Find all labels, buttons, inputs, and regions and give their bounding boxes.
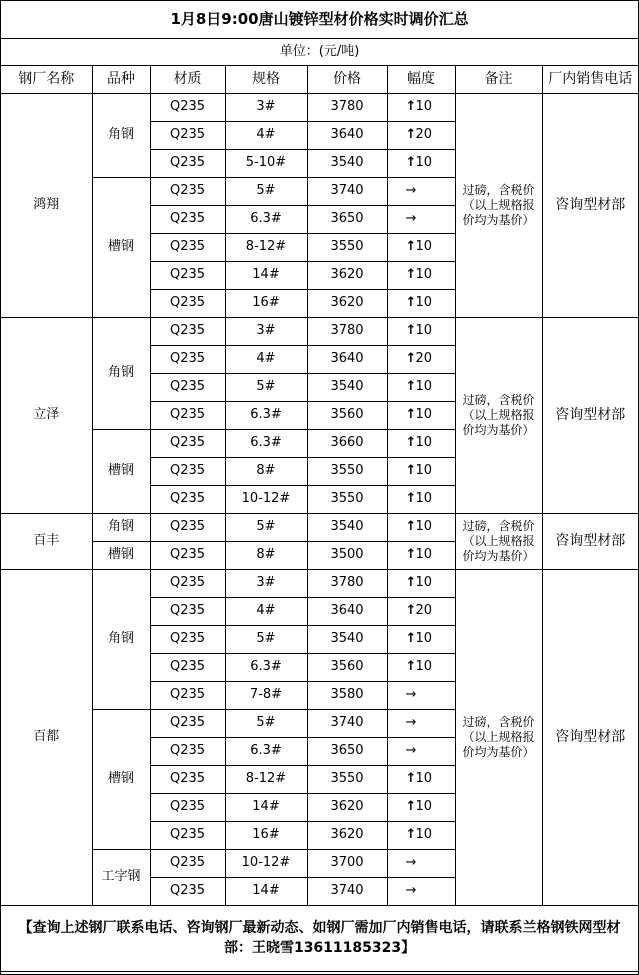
spec-cell: 8-12# <box>225 766 307 794</box>
up-arrow-icon: ↑ <box>405 575 417 591</box>
spec-cell: 3# <box>225 570 307 598</box>
change-cell <box>387 122 455 150</box>
spec-cell: 3# <box>225 94 307 122</box>
price-cell: 3640 <box>307 598 387 626</box>
material-cell: Q235 <box>150 262 225 290</box>
spec-cell: 6.3# <box>225 206 307 234</box>
change-cell <box>387 626 455 654</box>
spec-cell: 6.3# <box>225 402 307 430</box>
change-cell <box>387 94 455 122</box>
price-cell: 3650 <box>307 738 387 766</box>
product-type-cell: 槽钢 <box>92 710 150 850</box>
material-cell: Q235 <box>150 122 225 150</box>
material-cell: Q235 <box>150 654 225 682</box>
material-cell: Q235 <box>150 290 225 318</box>
change-cell <box>387 318 455 346</box>
change-amount: 10 <box>415 491 433 507</box>
table-body <box>1 94 638 906</box>
header-spec: 规格 <box>225 66 307 94</box>
header-material: 材质 <box>150 66 225 94</box>
spec-cell: 4# <box>225 346 307 374</box>
change-amount: 20 <box>415 603 433 619</box>
spec-cell: 14# <box>225 262 307 290</box>
change-amount: 10 <box>415 379 433 395</box>
price-cell: 3640 <box>307 346 387 374</box>
table-row <box>1 318 638 346</box>
right-arrow-icon: → <box>405 855 417 871</box>
note-cell: 过磅，含税价（以上规格报价均为基价） <box>455 318 542 514</box>
change-cell <box>387 234 455 262</box>
price-cell: 3620 <box>307 262 387 290</box>
up-arrow-icon: ↑ <box>405 463 417 479</box>
sales-phone-cell: 咨询型材部 <box>542 514 638 570</box>
up-arrow-icon: ↑ <box>405 295 417 311</box>
material-cell: Q235 <box>150 710 225 738</box>
price-cell: 3560 <box>307 402 387 430</box>
table-header <box>1 66 638 94</box>
up-arrow-icon: ↑ <box>405 827 417 843</box>
up-arrow-icon: ↑ <box>405 379 417 395</box>
material-cell: Q235 <box>150 178 225 206</box>
note-cell: 过磅，含税价（以上规格报价均为基价） <box>455 570 542 906</box>
price-cell: 3620 <box>307 822 387 850</box>
header-type: 品种 <box>92 66 150 94</box>
up-arrow-icon: ↑ <box>405 547 417 563</box>
change-cell <box>387 430 455 458</box>
change-cell <box>387 682 455 710</box>
product-type-cell: 角钢 <box>92 94 150 178</box>
change-cell <box>387 570 455 598</box>
change-cell <box>387 878 455 906</box>
spec-cell: 4# <box>225 598 307 626</box>
change-cell <box>387 514 455 542</box>
change-amount: 10 <box>415 827 433 843</box>
up-arrow-icon: ↑ <box>405 771 417 787</box>
material-cell: Q235 <box>150 402 225 430</box>
change-cell <box>387 654 455 682</box>
spec-cell: 4# <box>225 122 307 150</box>
spec-cell: 5# <box>225 626 307 654</box>
change-cell <box>387 766 455 794</box>
up-arrow-icon: ↑ <box>405 407 417 423</box>
material-cell: Q235 <box>150 822 225 850</box>
material-cell: Q235 <box>150 346 225 374</box>
right-arrow-icon: → <box>405 743 417 759</box>
spec-cell: 7-8# <box>225 682 307 710</box>
change-cell <box>387 178 455 206</box>
spec-cell: 5-10# <box>225 150 307 178</box>
change-amount: 10 <box>415 239 433 255</box>
product-type-cell: 角钢 <box>92 570 150 710</box>
up-arrow-icon: ↑ <box>405 239 417 255</box>
header-mill: 钢厂名称 <box>1 66 92 94</box>
material-cell: Q235 <box>150 570 225 598</box>
change-amount: 10 <box>415 575 433 591</box>
header-note: 备注 <box>455 66 542 94</box>
material-cell: Q235 <box>150 486 225 514</box>
spec-cell: 6.3# <box>225 430 307 458</box>
material-cell: Q235 <box>150 682 225 710</box>
price-cell: 3550 <box>307 234 387 262</box>
price-table <box>1 1 638 972</box>
material-cell: Q235 <box>150 374 225 402</box>
spec-cell: 14# <box>225 878 307 906</box>
price-cell: 3780 <box>307 570 387 598</box>
price-cell: 3550 <box>307 486 387 514</box>
up-arrow-icon: ↑ <box>405 267 417 283</box>
up-arrow-icon: ↑ <box>405 491 417 507</box>
spec-cell: 3# <box>225 318 307 346</box>
material-cell: Q235 <box>150 514 225 542</box>
price-cell: 3620 <box>307 290 387 318</box>
mill-name-cell: 立泽 <box>1 318 92 514</box>
up-arrow-icon: ↑ <box>405 351 417 367</box>
spec-cell: 10-12# <box>225 486 307 514</box>
product-type-cell: 工字钢 <box>92 850 150 906</box>
table-row <box>1 94 638 122</box>
material-cell: Q235 <box>150 458 225 486</box>
note-cell: 过磅，含税价（以上规格报价均为基价） <box>455 514 542 570</box>
spec-cell: 16# <box>225 290 307 318</box>
price-cell: 3740 <box>307 178 387 206</box>
price-cell: 3500 <box>307 542 387 570</box>
price-cell: 3780 <box>307 94 387 122</box>
material-cell: Q235 <box>150 598 225 626</box>
change-amount: 10 <box>415 267 433 283</box>
header-price: 价格 <box>307 66 387 94</box>
spec-cell: 10-12# <box>225 850 307 878</box>
change-cell <box>387 822 455 850</box>
price-cell: 3650 <box>307 206 387 234</box>
price-cell: 3700 <box>307 850 387 878</box>
mill-name-cell: 鸿翔 <box>1 94 92 318</box>
change-amount: 10 <box>415 771 433 787</box>
change-cell <box>387 542 455 570</box>
page-title: 1月8日9:00唐山镀锌型材价格实时调价汇总 <box>1 1 638 39</box>
change-cell <box>387 150 455 178</box>
up-arrow-icon: ↑ <box>405 99 417 115</box>
unit-label: 单位：(元/吨) <box>1 39 638 66</box>
price-cell: 3560 <box>307 654 387 682</box>
sales-phone-cell: 咨询型材部 <box>542 94 638 318</box>
product-type-cell: 槽钢 <box>92 178 150 318</box>
spec-cell: 6.3# <box>225 654 307 682</box>
change-amount: 10 <box>415 519 433 535</box>
price-cell: 3580 <box>307 682 387 710</box>
sales-phone-cell: 咨询型材部 <box>542 318 638 514</box>
change-amount: 10 <box>415 295 433 311</box>
change-cell <box>387 402 455 430</box>
right-arrow-icon: → <box>405 715 417 731</box>
spec-cell: 5# <box>225 178 307 206</box>
up-arrow-icon: ↑ <box>405 435 417 451</box>
table-row <box>1 514 638 542</box>
change-cell <box>387 290 455 318</box>
material-cell: Q235 <box>150 794 225 822</box>
material-cell: Q235 <box>150 430 225 458</box>
spec-cell: 5# <box>225 374 307 402</box>
price-cell: 3540 <box>307 374 387 402</box>
mill-name-cell: 百丰 <box>1 514 92 570</box>
change-amount: 20 <box>415 351 433 367</box>
material-cell: Q235 <box>150 738 225 766</box>
change-amount: 10 <box>415 99 433 115</box>
material-cell: Q235 <box>150 150 225 178</box>
price-cell: 3740 <box>307 710 387 738</box>
note-cell: 过磅，含税价（以上规格报价均为基价） <box>455 94 542 318</box>
footer-contact-note: 【查询上述钢厂联系电话、咨询钢厂最新动态、如钢厂需加厂内销售电话，请联系兰格钢铁网型材部：王晓雪13611185323】 <box>1 906 638 972</box>
change-cell <box>387 850 455 878</box>
material-cell: Q235 <box>150 878 225 906</box>
right-arrow-icon: → <box>405 211 417 227</box>
change-amount: 10 <box>415 547 433 563</box>
material-cell: Q235 <box>150 850 225 878</box>
change-amount: 10 <box>415 323 433 339</box>
spec-cell: 6.3# <box>225 738 307 766</box>
change-amount: 10 <box>415 407 433 423</box>
price-cell: 3540 <box>307 150 387 178</box>
mill-name-cell: 百都 <box>1 570 92 906</box>
material-cell: Q235 <box>150 542 225 570</box>
up-arrow-icon: ↑ <box>405 519 417 535</box>
spec-cell: 5# <box>225 514 307 542</box>
material-cell: Q235 <box>150 766 225 794</box>
change-amount: 10 <box>415 155 433 171</box>
up-arrow-icon: ↑ <box>405 659 417 675</box>
product-type-cell: 角钢 <box>92 514 150 542</box>
up-arrow-icon: ↑ <box>405 603 417 619</box>
material-cell: Q235 <box>150 206 225 234</box>
price-cell: 3550 <box>307 766 387 794</box>
up-arrow-icon: ↑ <box>405 799 417 815</box>
material-cell: Q235 <box>150 94 225 122</box>
spec-cell: 8# <box>225 458 307 486</box>
change-amount: 10 <box>415 799 433 815</box>
product-type-cell: 槽钢 <box>92 542 150 570</box>
price-cell: 3780 <box>307 318 387 346</box>
change-cell <box>387 794 455 822</box>
spec-cell: 8# <box>225 542 307 570</box>
change-cell <box>387 598 455 626</box>
header-change: 幅度 <box>387 66 455 94</box>
header-phone: 厂内销售电话 <box>542 66 638 94</box>
material-cell: Q235 <box>150 318 225 346</box>
change-amount: 10 <box>415 631 433 647</box>
spec-cell: 8-12# <box>225 234 307 262</box>
change-amount: 10 <box>415 463 433 479</box>
up-arrow-icon: ↑ <box>405 127 417 143</box>
change-cell <box>387 486 455 514</box>
change-cell <box>387 458 455 486</box>
up-arrow-icon: ↑ <box>405 323 417 339</box>
product-type-cell: 角钢 <box>92 318 150 430</box>
up-arrow-icon: ↑ <box>405 631 417 647</box>
price-cell: 3740 <box>307 878 387 906</box>
price-cell: 3540 <box>307 514 387 542</box>
spec-cell: 14# <box>225 794 307 822</box>
price-cell: 3540 <box>307 626 387 654</box>
spec-cell: 16# <box>225 822 307 850</box>
price-cell: 3620 <box>307 794 387 822</box>
change-cell <box>387 710 455 738</box>
material-cell: Q235 <box>150 626 225 654</box>
right-arrow-icon: → <box>405 687 417 703</box>
change-cell <box>387 374 455 402</box>
price-cell: 3640 <box>307 122 387 150</box>
right-arrow-icon: → <box>405 183 417 199</box>
change-amount: 10 <box>415 659 433 675</box>
change-amount: 10 <box>415 435 433 451</box>
change-cell <box>387 346 455 374</box>
change-cell <box>387 206 455 234</box>
spec-cell: 5# <box>225 710 307 738</box>
price-cell: 3660 <box>307 430 387 458</box>
sales-phone-cell: 咨询型材部 <box>542 570 638 906</box>
change-amount: 20 <box>415 127 433 143</box>
right-arrow-icon: → <box>405 883 417 899</box>
change-cell <box>387 738 455 766</box>
up-arrow-icon: ↑ <box>405 155 417 171</box>
price-cell: 3550 <box>307 458 387 486</box>
material-cell: Q235 <box>150 234 225 262</box>
table-row <box>1 570 638 598</box>
product-type-cell: 槽钢 <box>92 430 150 514</box>
change-cell <box>387 262 455 290</box>
